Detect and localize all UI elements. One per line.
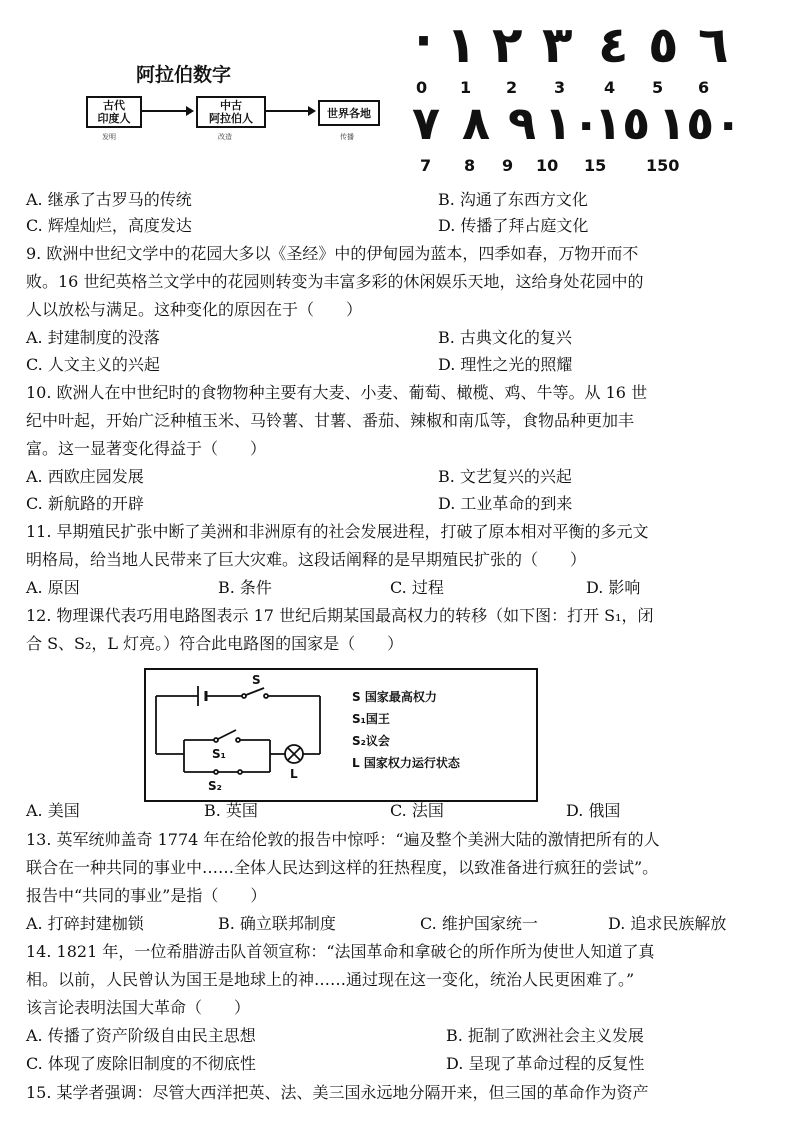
arabic-glyph-row-2 xyxy=(408,96,788,156)
q9-option-a: A. 封建制度的没落 xyxy=(26,328,160,347)
q11-line-1: 11. 早期殖民扩张中断了美洲和非洲原有的社会发展进程，打破了原本相对平衡的多元文 xyxy=(26,522,649,541)
q10-option-d: D. 工业革命的到来 xyxy=(438,494,573,513)
label-l: L xyxy=(290,767,298,781)
label-s: S xyxy=(252,673,261,687)
box-ancient-india: 古代 印度人 xyxy=(86,96,142,128)
num-150: 150 xyxy=(646,156,680,175)
q11-option-b: B. 条件 xyxy=(218,578,272,597)
q14-line-1: 14. 1821 年，一位希腊游击队首领宣称：“法国革命和拿破仑的所作所为使世人知道了真 xyxy=(26,942,655,961)
circuit-legend xyxy=(352,686,460,774)
num-6: 6 xyxy=(698,78,710,97)
num-2: 2 xyxy=(506,78,518,97)
q11-option-a: A. 原因 xyxy=(26,578,80,597)
q11-line-2: 明格局，给当地人民带来了巨大灾难。这段话阐释的是早期殖民扩张的（ ） xyxy=(26,550,587,569)
q14-option-c: C. 体现了废除旧制度的不彻底性 xyxy=(26,1054,256,1073)
legend-s1: S₁国王 xyxy=(352,712,390,726)
glyph-5: ٥ xyxy=(648,16,679,74)
caption-spread: 传播 xyxy=(340,133,354,141)
switch-s-blade xyxy=(246,688,264,695)
q14-option-d: D. 呈现了革命过程的反复性 xyxy=(446,1054,645,1073)
box-medieval-arab: 中古 阿拉伯人 xyxy=(196,96,266,128)
num-8: 8 xyxy=(464,156,476,175)
q14-option-b: B. 扼制了欧洲社会主义发展 xyxy=(446,1026,644,1045)
num-1: 1 xyxy=(460,78,472,97)
glyph-9: ٩ xyxy=(508,96,537,150)
q12-line-1: 12. 物理课代表巧用电路图表示 17 世纪后期某国最高权力的转移（如下图：打开 S₁，闭 xyxy=(26,606,654,625)
q12-option-c: C. 法国 xyxy=(390,801,444,820)
q14-line-3: 该言论表明法国大革命（ ） xyxy=(26,998,251,1017)
glyph-2: ٢ xyxy=(492,16,523,74)
switch-s1-blade xyxy=(218,730,236,739)
label-s2: S₂ xyxy=(208,779,222,793)
q9-option-c: C. 人文主义的兴起 xyxy=(26,355,160,374)
circuit-diagram xyxy=(144,668,344,798)
diagram-title: 阿拉伯数字 xyxy=(136,64,232,86)
q13-line-3: 报告中“共同的事业”是指（ ） xyxy=(26,886,267,905)
switch-s-contact xyxy=(264,694,268,698)
q13-option-b: B. 确立联邦制度 xyxy=(218,914,336,933)
box-world: 世界各地 xyxy=(318,100,380,126)
arrow-head-2 xyxy=(308,106,316,116)
arrow-head-1 xyxy=(186,106,194,116)
switch-s2-contact xyxy=(238,770,242,774)
q13-line-2: 联合在一种共同的事业中……全体人民达到这样的狂热程度，以致准备进行疯狂的尝试”。 xyxy=(26,858,659,877)
switch-s1-contact xyxy=(236,738,240,742)
switch-s1-pivot xyxy=(214,738,218,742)
q12-option-d: D. 俄国 xyxy=(566,801,621,820)
q12-option-b: B. 英国 xyxy=(204,801,258,820)
num-9: 9 xyxy=(502,156,514,175)
caption-invent: 发明 xyxy=(102,133,116,141)
num-0: 0 xyxy=(416,78,428,97)
q10-line-2: 纪中叶起，开始广泛种植玉米、马铃薯、甘薯、番茄、辣椒和南瓜等，食物品种更加丰 xyxy=(26,411,635,430)
glyph-15: ١٥ xyxy=(594,96,651,150)
q9-line-1: 9. 欧洲中世纪文学中的花园大多以《圣经》中的伊甸园为蓝本，四季如春，万物开而不 xyxy=(26,244,639,263)
arabic-glyph-row-1 xyxy=(408,12,788,80)
label-s1: S₁ xyxy=(212,747,226,761)
q8-option-b: B. 沟通了东西方文化 xyxy=(438,190,588,209)
glyph-150: ١٥٠ xyxy=(658,96,743,150)
number-row-1 xyxy=(408,78,788,98)
num-3: 3 xyxy=(554,78,566,97)
glyph-6: ٦ xyxy=(698,16,729,74)
q8-option-d: D. 传播了拜占庭文化 xyxy=(438,216,589,235)
q10-line-3: 富。这一显著变化得益于（ ） xyxy=(26,439,267,458)
switch-s-pivot xyxy=(242,694,246,698)
q10-option-b: B. 文艺复兴的兴起 xyxy=(438,467,572,486)
q9-option-b: B. 古典文化的复兴 xyxy=(438,328,572,347)
num-7: 7 xyxy=(420,156,432,175)
glyph-0: · xyxy=(414,12,433,70)
q13-option-c: C. 维护国家统一 xyxy=(420,914,538,933)
num-15: 15 xyxy=(584,156,607,175)
num-5: 5 xyxy=(652,78,664,97)
q11-option-d: D. 影响 xyxy=(586,578,641,597)
q10-line-1: 10. 欧洲人在中世纪时的食物物种主要有大麦、小麦、葡萄、橄榄、鸡、牛等。从 16 世 xyxy=(26,383,648,402)
q9-line-2: 败。16 世纪英格兰文学中的花园则转变为丰富多彩的休闲娱乐天地，这给身处花园中的 xyxy=(26,272,644,291)
arrow-2 xyxy=(264,110,308,112)
q14-option-a: A. 传播了资产阶级自由民主思想 xyxy=(26,1026,256,1045)
glyph-7: ٧ xyxy=(412,96,441,150)
q8-option-a: A. 继承了古罗马的传统 xyxy=(26,190,192,209)
q13-option-a: A. 打碎封建枷锁 xyxy=(26,914,144,933)
q13-option-d: D. 追求民族解放 xyxy=(608,914,727,933)
q12-line-2: 合 S、S₂，L 灯亮。）符合此电路图的国家是（ ） xyxy=(26,634,404,653)
legend-s2: S₂议会 xyxy=(352,734,390,748)
caption-transform: 改造 xyxy=(218,133,232,141)
q10-option-a: A. 西欧庄园发展 xyxy=(26,467,144,486)
number-row-2 xyxy=(408,156,788,176)
q12-option-a: A. 美国 xyxy=(26,801,80,820)
q9-option-d: D. 理性之光的照耀 xyxy=(438,355,573,374)
arrow-1 xyxy=(140,110,186,112)
num-10: 10 xyxy=(536,156,559,175)
q14-line-2: 相。以前，人民曾认为国王是地球上的神……通过现在这一变化，统治人民更困难了。” xyxy=(26,970,635,989)
legend-l: L 国家权力运行状态 xyxy=(352,756,460,770)
q8-option-c: C. 辉煌灿烂，高度发达 xyxy=(26,216,192,235)
switch-s2-pivot xyxy=(214,770,218,774)
q15-line-1: 15. 某学者强调：尽管大西洋把英、法、美三国永远地分隔开来，但三国的革命作为资产 xyxy=(26,1083,649,1102)
q10-option-c: C. 新航路的开辟 xyxy=(26,494,144,513)
glyph-8: ٨ xyxy=(462,96,491,150)
legend-s: S 国家最高权力 xyxy=(352,690,437,704)
glyph-3: ٣ xyxy=(542,16,573,74)
glyph-1: ١ xyxy=(446,16,477,74)
glyph-10: ١٠ xyxy=(544,96,601,150)
num-4: 4 xyxy=(604,78,616,97)
q11-option-c: C. 过程 xyxy=(390,578,444,597)
glyph-4: ٤ xyxy=(598,16,629,74)
q13-line-1: 13. 英军统帅盖奇 1774 年在给伦敦的报告中惊呼：“遍及整个美洲大陆的激情把所有的人 xyxy=(26,830,660,849)
q9-line-3: 人以放松与满足。这种变化的原因在于（ ） xyxy=(26,300,363,319)
